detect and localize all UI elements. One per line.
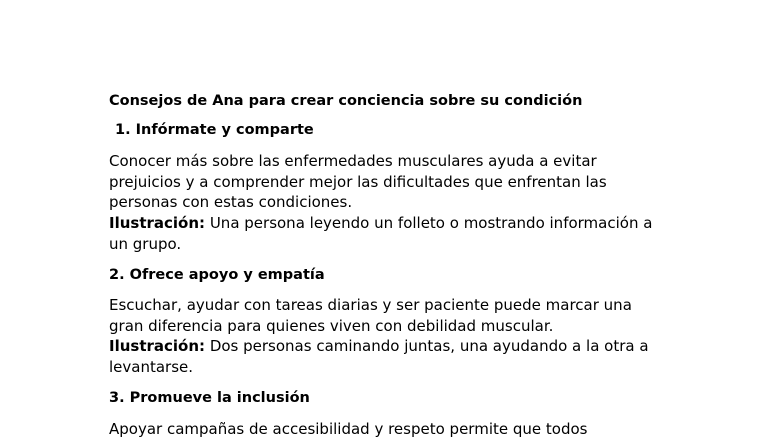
illustration-text: Una persona leyendo un folleto o mostrando información a [209,214,653,233]
illustration-line [109,336,689,357]
illustration-line [109,213,689,234]
section-2-paragraph [109,295,689,378]
section-heading-1: 1. Infórmate y comparte [115,122,314,138]
section-3-paragraph [109,419,689,440]
paragraph-line: Apoyar campañas de accesibilidad y respeto permite que todos [109,420,588,438]
illustration-text-continued: levantarse. [109,358,194,377]
illustration-label: Ilustración: [109,337,206,356]
paragraph-line: Conocer más sobre las enfermedades musculares ayuda a evitar [109,152,597,170]
paragraph-line: prejuicios y a comprender mejor las dificultades que enfrentan las [109,172,607,191]
section-heading-3: 3. Promueve la inclusión [109,390,310,406]
paragraph-line: gran diferencia para quienes viven con debilidad muscular. [109,316,554,335]
illustration-text: Dos personas caminando juntas, una ayudando a la otra a [209,337,649,356]
paragraph-line: personas con estas condiciones. [109,193,353,212]
paragraph-line: Escuchar, ayudar con tareas diarias y ser paciente puede marcar una [109,296,632,314]
illustration-label: Ilustración: [109,214,206,233]
section-heading-2: 2. Ofrece apoyo y empatía [109,267,325,283]
section-1-paragraph [109,151,689,255]
illustration-text-continued: un grupo. [109,234,182,253]
document-title: Consejos de Ana para crear conciencia sobre su condición [109,93,583,109]
